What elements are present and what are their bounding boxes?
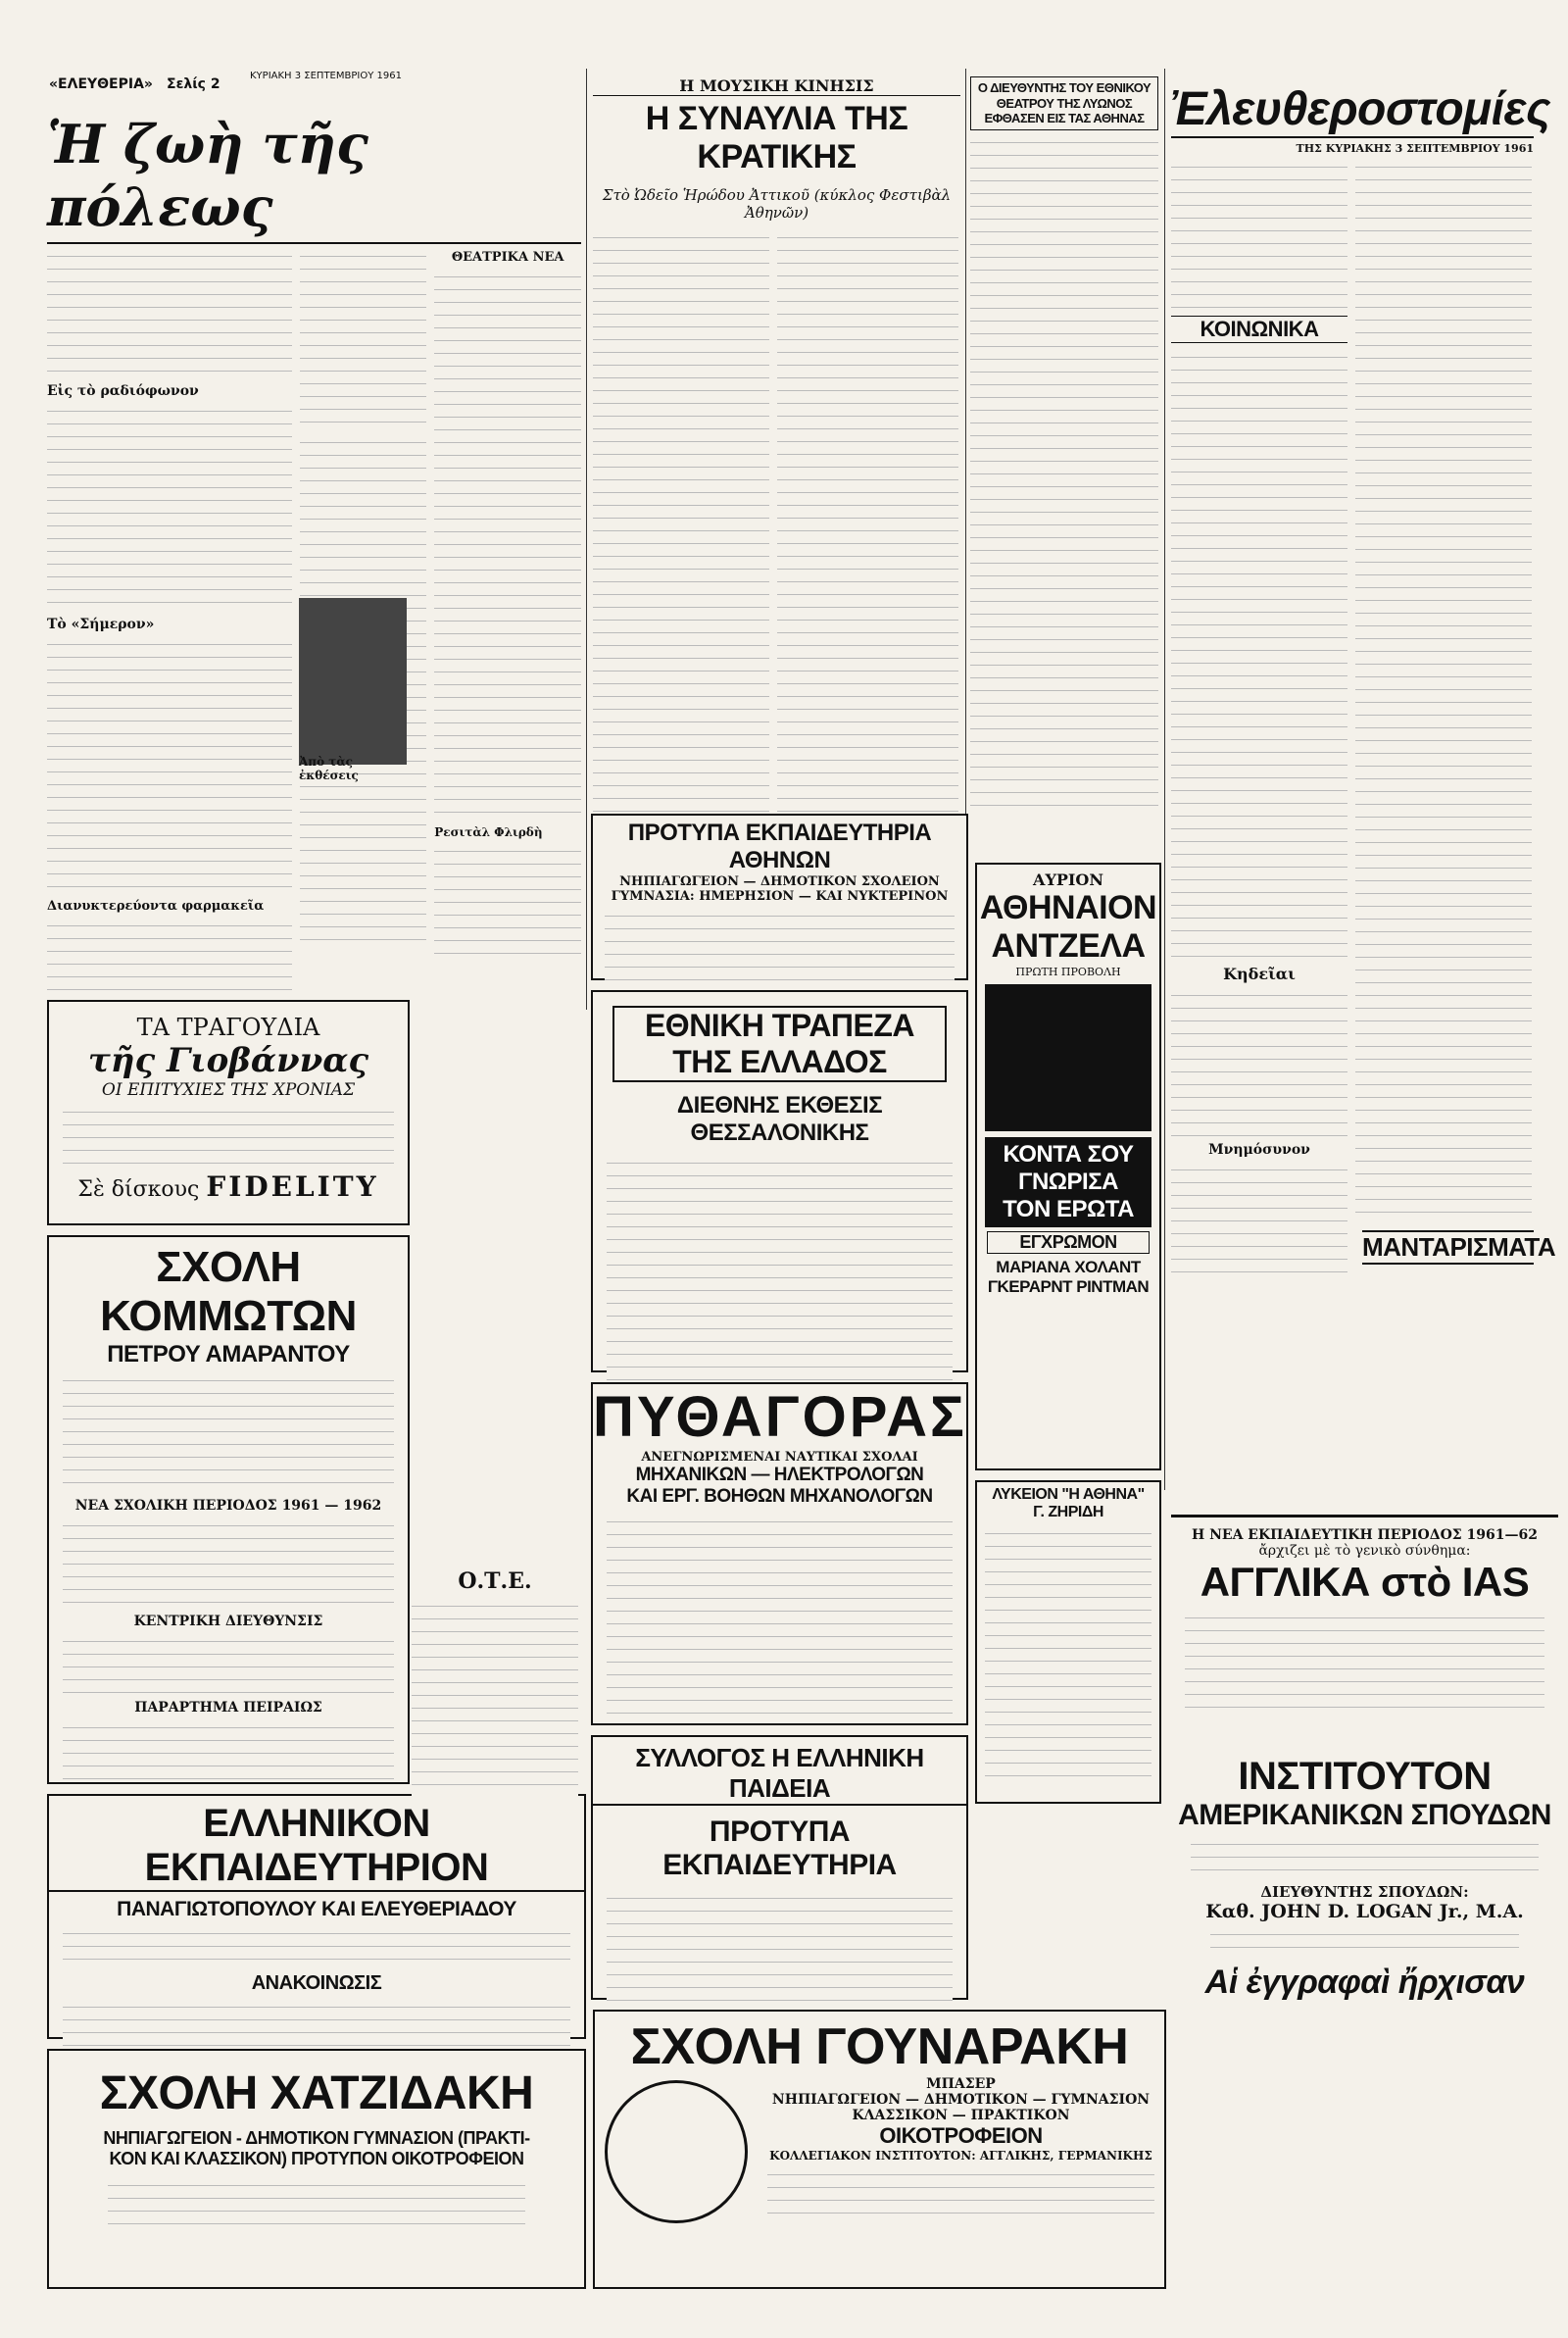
date-line: ΚΥΡΙΑΚΗ 3 ΣΕΠΤΕΜΒΡΙΟΥ 1961 — [250, 71, 402, 81]
national-bank-ad: ΕΘΝΙΚΗ ΤΡΑΠΕΖΑ ΤΗΣ ΕΛΛΑΔΟΣ ΔΙΕΘΝΗΣ ΕΚΘΕΣΙΣ ΘΕΣΣΑΛΟΝΙΚΗΣ — [591, 990, 968, 1372]
film-poster — [985, 984, 1152, 1131]
text-block — [47, 250, 292, 377]
music-kicker: Η ΜΟΥΣΙΚΗ ΚΙΝΗΣΙΣ — [593, 76, 960, 96]
theatre-column — [970, 76, 1158, 813]
eleftherostomies-column — [1171, 82, 1550, 1281]
text-block — [1171, 989, 1348, 1136]
text-block — [1171, 1164, 1348, 1281]
text-block — [970, 136, 1158, 813]
social-heading: ΚΟΙΝΩΝΙΚΑ — [1171, 316, 1348, 343]
chatzidaki-school-ad: ΣΧΟΛΗ ΧΑΤΖΙΔΑΚΗ ΝΗΠΙΑΓΩΓΕΙΟΝ - ΔΗΜΟΤΙΚΟΝ ΓΥΜΝΑΣΙΟΝ (ΠΡΑΚΤΙ- ΚΟΝ ΚΑΙ ΚΛΑΣΣΙΚΟΝ) ΠΡΟΤΥΠΟΝ ΟΙΚΟΤΡΟΦΕΙΟΝ — [47, 2049, 586, 2289]
column-rule — [586, 69, 587, 1010]
american-studies-ad: ΙΝΣΤΙΤΟΥΤΟΝ ΑΜΕΡΙΚΑΝΙΚΩΝ ΣΠΟΥΔΩΝ ΔΙΕΥΘΥΝΤΗΣ ΣΠΟΥΔΩΝ: Καθ. JOHN D. LOGAN Jr., M.A. Αἱ ἐγγραφαὶ ἤρχισαν — [1178, 1755, 1551, 2001]
text-block — [1355, 161, 1532, 1219]
school-emblem — [605, 2080, 748, 2223]
text-block — [300, 250, 427, 426]
music-column — [593, 76, 960, 876]
column-rule — [965, 69, 966, 882]
paper-name: «ΕΛΕΥΘΕΡΙΑ» — [49, 76, 153, 92]
gounaraki-school-ad: ΣΧΟΛΗ ΓΟΥΝΑΡΑΚΗ ΜΠΑΣΕΡ ΝΗΠΙΑΓΩΓΕΙΟΝ — ΔΗΜΟΤΙΚΟΝ — ΓΥΜΝΑΣΙΟΝ ΚΛΑΣΣΙΚΟΝ — ΠΡΑΚΤΙΚΟΝ ΟΙΚΟΤΡΟΦΕΙΟΝ ΚΟΛΛΕΓΙΑΚΟΝ ΙΝΣΤΙΤΟΥΤΟΝ: ΑΓΓΛΙΚΗΣ, ΓΕΡΜΑΝΙΚΗΣ — [593, 2010, 1166, 2289]
exhibition-photo — [299, 598, 407, 782]
text-block — [1171, 351, 1348, 959]
subheading-radio: Εἰς τὸ ραδιόφωνον — [47, 383, 199, 399]
ote-notice: Ο.Τ.Ε. — [412, 1568, 578, 1796]
text-block — [777, 231, 958, 859]
hellenic-school-ad: ΕΛΛΗΝΙΚΟΝ ΕΚΠΑΙΔΕΥΤΗΡΙΟΝ ΠΑΝΑΓΙΩΤΟΠΟΥΛΟΥ ΚΑΙ ΕΛΕΥΘΕΡΙΑΔΟΥ ΑΝΑΚΟΙΝΩΣΙΣ — [47, 1794, 586, 2039]
music-deck: Στὸ Ὠδεῖο Ἡρώδου Ἀττικοῦ (κύκλος Φεστιβὰλ Ἀθηνῶν) — [602, 186, 952, 222]
text-block — [593, 231, 769, 859]
subheading-pharmacies: Διανυκτερεύοντα φαρμακεῖα — [47, 899, 265, 914]
music-title: Η ΣΥΝΑΥΛΙΑ ΤΗΣ ΚΡΑΤΙΚΗΣ — [645, 100, 908, 175]
subheading-recital: Ρεσιτὰλ Φλιρδὴ — [434, 825, 543, 839]
ias-ad: Η ΝΕΑ ΕΚΠΑΙΔΕΥΤΙΚΗ ΠΕΡΙΟΔΟΣ 1961—62 ἄρχιζει μὲ τὸ γενικὸ σύνθημα: ΑΓΓΛΙΚΑ στὸ IAS — [1171, 1515, 1558, 1753]
antzela-cinema-ad: ΑΥΡΙΟΝ ΑΘΗΝΑΙΟΝ ΑΝΤΖΕΛΑ ΠΡΩΤΗ ΠΡΟΒΟΛΗ ΚΟΝΤΑ ΣΟΥ ΓΝΩΡΙΣΑ ΤΟΝ ΕΡΩΤΑ ΕΓΧΡΩΜΟΝ ΜΑΡΙΑΝΑ ΧΟΛΑΝΤ ΓΚΕΡΑΡΝΤ ΡΙΝΤΜΑΝ — [975, 863, 1161, 1470]
subheading-theatre-news: ΘΕΑΤΡΙΚΑ ΝΕΑ — [451, 250, 564, 265]
eleftherostomies-title: Ἐλευθεροστομίες — [1171, 82, 1534, 138]
page-number: Σελίς 2 — [167, 76, 220, 92]
city-life-column — [47, 113, 581, 1037]
photo-caption: Ἀπὸ τὰς ἐκθέσεις — [299, 755, 359, 782]
hellenic-paideia-ad: ΣΥΛΛΟΓΟΣ Η ΕΛΛΗΝΙΚΗ ΠΑΙΔΕΙΑ ΠΡΟΤΥΠΑ ΕΚΠΑΙΔΕΥΤΗΡΙΑ — [591, 1735, 968, 2000]
giovanna-songs-ad: ΤΑ ΤΡΑΓΟΥΔΙΑ τῆς Γιοβάννας ΟΙ ΕΠΙΤΥΧΙΕΣ ΤΗΣ ΧΡΟΝΙΑΣ Σὲ δίσκους FIDELITY — [47, 1000, 410, 1225]
column-rule — [1164, 69, 1165, 1490]
athena-lyceum-ad: ΛΥΚΕΙΟΝ "Η ΑΘΗΝΑ" Γ. ΖΗΡΙΔΗ — [975, 1480, 1161, 1804]
text-block — [434, 271, 581, 820]
text-block — [47, 405, 292, 611]
section-title: Ἡ ζωὴ τῆς πόλεως — [47, 113, 581, 244]
hairdressing-school-ad: ΣΧΟΛΗ ΚΟΜΜΩΤΩΝ ΠΕΤΡΟΥ ΑΜΑΡΑΝΤΟΥ ΝΕΑ ΣΧΟΛΙΚΗ ΠΕΡΙΟΔΟΣ 1961 — 1962 ΚΕΝΤΡΙΚΗ ΔΙΕΥΘΥΝΣΙΣ ΠΑΡΑΡΤΗΜΑ ΠΕΙΡΑΙΩΣ — [47, 1235, 410, 1784]
mantarismata-heading: ΜΑΝΤΑΡΙΣΜΑΤΑ — [1362, 1230, 1534, 1265]
eleftherostomies-date: ΤΗΣ ΚΥΡΙΑΚΗΣ 3 ΣΕΠΤΕΜΒΡΙΟΥ 1961 — [1296, 142, 1534, 155]
pythagoras-ad: ΠΥΘΑΓΟΡΑΣ ΑΝΕΓΝΩΡΙΣΜΕΝΑΙ ΝΑΥΤΙΚΑΙ ΣΧΟΛΑΙ ΜΗΧΑΝΙΚΩΝ — ΗΛΕΚΤΡΟΛΟΓΩΝ ΚΑΙ ΕΡΓ. ΒΟΗΘΩΝ ΜΗΧΑΝΟΛΟΓΩΝ — [591, 1382, 968, 1725]
theatre-headline: Ο ΔΙΕΥΘΥΝΤΗΣ ΤΟΥ ΕΘΝΙΚΟΥ ΘΕΑΤΡΟΥ ΤΗΣ ΛΥΩΝΟΣ ΕΦΘΑΣΕΝ ΕΙΣ ΤΑΣ ΑΘΗΝΑΣ — [970, 76, 1158, 130]
protypa-athens-ad: ΠΡΟΤΥΠΑ ΕΚΠΑΙΔΕΥΤΗΡΙΑ ΑΘΗΝΩΝ ΝΗΠΙΑΓΩΓΕΙΟΝ — ΔΗΜΟΤΙΚΟΝ ΣΧΟΛΕΙΟΝ ΓΥΜΝΑΣΙΑ: ΗΜΕΡΗΣΙΟΝ — ΚΑΙ ΝΥΚΤΕΡΙΝΟΝ — [591, 814, 968, 980]
text-block — [47, 638, 292, 893]
text-block — [434, 845, 581, 963]
memorial-heading: Μνημόσυνον — [1208, 1142, 1310, 1158]
subheading-today: Τὸ «Σήμερον» — [47, 617, 155, 632]
funerals-heading: Κηδεῖαι — [1223, 965, 1296, 983]
text-block — [1171, 161, 1348, 308]
